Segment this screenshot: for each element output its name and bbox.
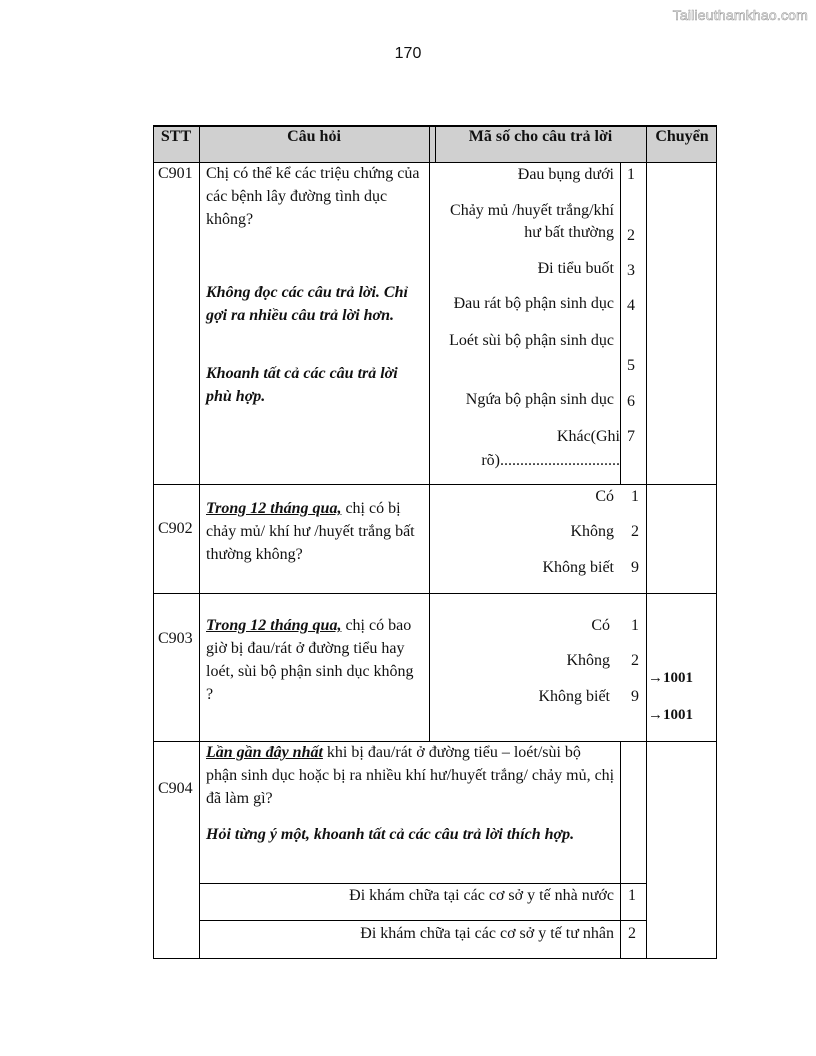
table-bottom-border bbox=[153, 958, 717, 959]
row-divider bbox=[153, 593, 717, 594]
col-divider bbox=[646, 125, 647, 959]
answer-option: Có bbox=[595, 488, 614, 505]
question-text: Chị có thể kể các triệu chứng của các bệnh lây đường tình dục không? bbox=[206, 165, 420, 228]
question-text bbox=[206, 741, 616, 810]
col-divider bbox=[199, 125, 200, 959]
row-divider bbox=[199, 883, 646, 884]
answer-option: Đi tiểu buốt bbox=[537, 260, 614, 277]
answer-code: 9 bbox=[631, 559, 639, 576]
answer-code: 5 bbox=[627, 357, 635, 374]
table-right-border bbox=[716, 125, 717, 959]
interviewer-note: Không đọc các câu trả lời. Chỉ gợi ra nhiều câu trả lời hơn. bbox=[206, 284, 408, 324]
answer-option: Không biết bbox=[538, 688, 610, 705]
header-skip: Chuyển bbox=[655, 128, 709, 145]
question-id: C901 bbox=[158, 165, 193, 182]
watermark: Tailieuthamkhao.com bbox=[672, 7, 808, 23]
question-text bbox=[206, 497, 424, 566]
answer-option: Chảy mủ /huyết trắng/khí hư bất thường bbox=[450, 202, 614, 241]
row-divider bbox=[199, 920, 646, 921]
question-id: C903 bbox=[158, 630, 193, 647]
answer-code: 6 bbox=[627, 393, 635, 410]
answer-option: Không biết bbox=[542, 559, 614, 576]
row-divider bbox=[153, 484, 717, 485]
answer-code: 7 bbox=[627, 428, 635, 445]
interviewer-note: Hỏi từng ý một, khoanh tất cả các câu trả lời thích hợp. bbox=[206, 826, 575, 843]
col-divider bbox=[620, 162, 621, 484]
answer-code: 1 bbox=[628, 887, 636, 904]
answer-code: 2 bbox=[627, 227, 635, 244]
answer-option: Đau bụng dưới bbox=[517, 166, 614, 183]
header-question: Câu hỏi bbox=[287, 128, 341, 145]
answer-code: 4 bbox=[627, 297, 635, 314]
time-reference: Trong 12 tháng qua, bbox=[206, 500, 342, 517]
table-left-border bbox=[153, 125, 154, 959]
header-stt: STT bbox=[160, 128, 192, 145]
answer-option: Khác(Ghi rõ).............................. bbox=[481, 428, 620, 469]
page-number: 170 bbox=[394, 45, 422, 62]
interviewer-note: Khoanh tất cả các câu trả lời phù hợp. bbox=[206, 365, 398, 405]
answer-code: 1 bbox=[631, 617, 639, 634]
answer-option: Ngứa bộ phận sinh dục bbox=[465, 391, 614, 408]
answer-option: Không bbox=[570, 523, 614, 540]
question-id: C904 bbox=[158, 780, 193, 797]
answer-code: 9 bbox=[631, 688, 639, 705]
answer-code: 2 bbox=[631, 652, 639, 669]
question-body: chị có bao giờ bị đau/rát ở đường tiểu hay loét, sùi bộ phận sinh dục không ? bbox=[206, 617, 414, 703]
skip-instruction: →1001 bbox=[648, 707, 693, 723]
time-reference: Trong 12 tháng qua, bbox=[206, 617, 342, 634]
answer-code: 3 bbox=[627, 262, 635, 279]
answer-option: Loét sùi bộ phận sinh dục bbox=[449, 332, 614, 349]
answer-code: 1 bbox=[627, 166, 635, 183]
answer-code: 1 bbox=[631, 488, 639, 505]
answer-option: Đi khám chữa tại các cơ sở y tế nhà nước bbox=[349, 887, 614, 904]
answer-code: 2 bbox=[631, 523, 639, 540]
question-body: khi bị đau/rát ở đường tiểu – loét/sùi bộ phận sinh dục hoặc bị ra nhiều khí hư/huyết trắng/ chảy mủ, chị đã làm gì? bbox=[206, 744, 615, 807]
answer-option: Không bbox=[566, 652, 610, 669]
answer-code: 2 bbox=[628, 925, 636, 942]
question-text bbox=[206, 614, 424, 706]
answer-option: Có bbox=[591, 617, 610, 634]
answer-option: Đau rát bộ phận sinh dục bbox=[453, 295, 614, 312]
question-body: chị có bị chảy mủ/ khí hư /huyết trắng bất thường không? bbox=[206, 500, 415, 563]
col-divider bbox=[429, 125, 430, 741]
col-divider bbox=[620, 741, 621, 959]
header-codes: Mã số cho câu trả lời bbox=[468, 128, 613, 145]
skip-instruction: →1001 bbox=[648, 670, 693, 686]
question-id: C902 bbox=[158, 520, 193, 537]
answer-option: Đi khám chữa tại các cơ sở y tế tư nhân bbox=[360, 925, 614, 942]
time-reference: Lần gần đây nhất bbox=[206, 744, 323, 761]
